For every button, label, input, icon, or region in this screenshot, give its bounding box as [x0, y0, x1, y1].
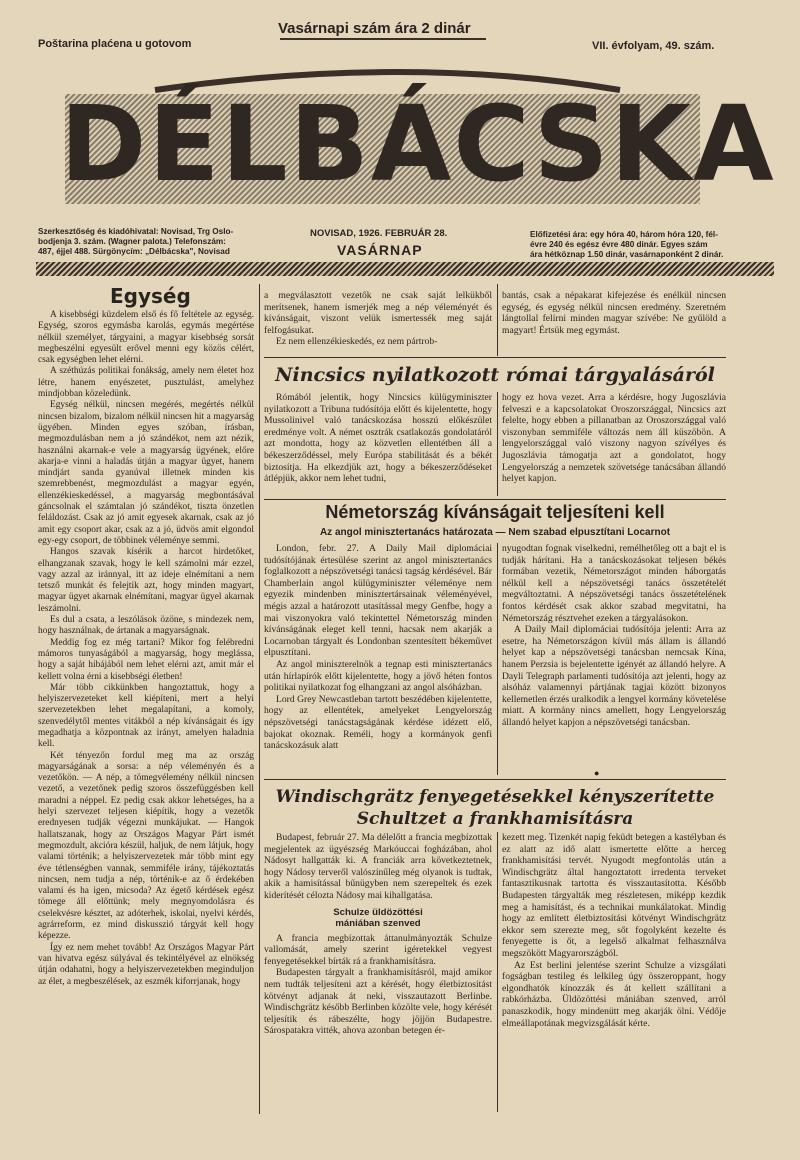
windisch-paragraph: A francia megbízottak áttanulmányozták Schulze vallomását, amely szerint igéretekkel vegyest fenyegetésekkel bírták rá a frankhamisításra.: [264, 932, 492, 967]
article-divider: [264, 357, 726, 358]
schulze-subheading: [264, 907, 492, 929]
masthead: [60, 62, 776, 212]
header-band: [36, 262, 774, 276]
nincsics-column-left: [264, 392, 492, 496]
nincsics-column-right: [502, 392, 726, 496]
nemet-column-right: [502, 543, 726, 769]
windisch-title-line-1: Windischgrätz fenyegetésekkel kényszerítette: [275, 787, 715, 807]
egyseg-paragraph: A kisebbségi küzdelem első és fő feltétele az egység. Egység, szoros egymásba karolás, egymás megértése nélkül személyet, tárgyaini, a magyar kisebbség sorsát megbeszélni egyesült erővel menni egy közös célért, csak egységben lehet elérni.: [38, 310, 254, 366]
egyseg-paragraph: Ez nem ellenzékieskedés, ez nem pártrob-: [276, 336, 438, 348]
egyseg-paragraph: Meddig fog ez még tartani? Mikor fog felébredni mámoros tunyaságából a magyarság, hogy meglássa, hogy a saját hibájából nem lehet elérni azt, amit már el kellett volna érni a kisebbségi életben!: [38, 637, 254, 682]
egyseg-paragraph: A széthúzás politikai fonákság, amely nem életet hoz létre, hanem enyészetet, pusztulást, amelyhez mindjobban közeledünk.: [38, 366, 254, 400]
egyseg-paragraph: Két tényezőn fordul meg ma az ország magyarságának a sorsa: a nép véleményén és a vezetőkön. — A nép, a tömegvélemény nélkül nincsen vezető, a vezetőnek pedig szoros összefüggésben kell maradni a néppel. Ez pedig csak akkor lehetséges, ha a helyi szervezet teljesen kiépítik, hogy a vezetők erednyesen tudják végezni munkájukat. — Hangok hallatszanak, hogy az Országos Magyar Párt ismét megmozdult, akcióra készül, haljuk, de nem látjuk, hogy valami történik; a helyiszervezetek már több mint egy éve tétlenségben vannak, semmiféle irány, tájékoztatás nincsen, nem tudja a nép, történik-e az ő érdekében valami és ha igen, micsoda? Az égető kérdések egész tömege áll előttünk; mely megnyomdolásra és cselekvésre késztet, az adóterhek, iskolai, nyelvi kérdés, agrárreform, ez mind diskusszió tárgyát kell hogy képezze.: [38, 750, 254, 942]
subscription-line-1: Előfizetési ára: egy hóra 40, három hóra 120, fél-: [530, 230, 718, 239]
postage-note: Poštarina plaćena u gotovom: [38, 38, 192, 50]
windisch-column-left: [264, 832, 492, 1112]
egyseg-column: [38, 310, 254, 1110]
schulze-heading-line-1: Schulze üldözöttési: [333, 906, 423, 918]
nemet-paragraph: Lord Grey Newcastleban tartott beszédében kijelentette, hogy az ellentétek, amelyeket Lengyelország népszövetségi tanácstagságának kérdése idézett elő, bajokat okoznak. Reméli, hogy a kormányok genfi tanácskozásuk alatt: [264, 693, 492, 752]
egyseg-title: Egység: [110, 284, 191, 308]
sunday-price: Vasárnapi szám ára 2 dinár: [278, 20, 471, 37]
egyseg-paragraph: Egység nélkül, nincsen megérés, megértés nélkül nincsen bizalom, bizalom nélkül nincsen hit a magyarság ügyében. Minden egyes szóban, írásban, megmozdulásban nem a jó szándékot, nem azt nézik, használni akarnak-e vele a magyarság ügyének, előre akarja-e vinni a haladás útján a magyar ügyet, hanem mindjárt sanda gyanúval illetnek minden kis szemrebbenést, megmozdulást a magyar egyén, ellenzékieskedéssel, a magyarság megbontásával gáncsolnak el számtalan jó szándékot, tiszta önzetlen feláldozást. Csak az jó amit egyesek akarnak, csak az jó amit egy csoport akar, csak az a jó, üdvös amit elgondol egy-egy csoport, de többinek véleménye semmi.: [38, 400, 254, 546]
schulze-heading-line-2: mániában szenved: [335, 917, 421, 929]
windisch-paragraph: Az Est berlini jelentése szerint Schulze a vizsgálati fogságban testileg és lelkileg úgy összeroppant, hogy elgondhatók kínozzák és át kellett szállítani a rabkórházba. Üldözöttési mániában szenved, arról panaszkodik, hogy mindenütt meg akarják ölni. Védője elmeállapotának megvizsgálását kérte.: [502, 959, 726, 1029]
egyseg-paragraph: Így ez nem mehet tovább! Az Országos Magyar Párt van hivatva egész súlyával és tekintélyével az elnökség útján odahatni, hogy a helyiszervezetekben meginduljon az élet, a megbeszélések, az eszmék kiforrjanak, hogy: [38, 942, 254, 987]
column-separator: [497, 392, 498, 496]
windisch-column-right: [502, 832, 726, 1112]
masthead-title: DÉLBÁCSKA: [60, 83, 776, 205]
editorial-line-1: Szerkesztőség és kiadóhivatal: Novisad, Trg Oslo-: [38, 227, 234, 236]
issue-day: VASÁRNAP: [337, 242, 423, 258]
column-separator: [259, 284, 260, 1114]
subscription-info: [530, 230, 770, 260]
nemet-paragraph: nyugodtan fognak viselkedni, remélhetőleg ott a bajt el is tudják hárítani. Ha a tanácskozásokat teljesen békés formában vezetik, Németországot minden háborgatás nélkül kell a népszövetségi tanács összetételét megváltoztatni. A népszövetségi tanács összetételének fontos kérdését csak akkor szabad megvitatni, ha Németország résztvehet ezeken a tárgyalásokon.: [502, 543, 726, 624]
editorial-line-3: 487, éjjel 488. Sürgönycím: „Délbácska", Novisad: [38, 247, 230, 256]
windisch-title: [264, 786, 726, 830]
windisch-title-line-2: Schultzet a frankhamisításra: [356, 809, 634, 829]
egyseg-paragraph: Hangos szavak kísérik a harcot hirdetőket, elhangzanak szavak, hogy le kell számolni már ezzel, vagy azzal az iránnyal, itt az ideje elnémítani a nem tetsző munkát és felejtik azt, hogy minden magyart, magyar ügyet akarnak elnémítani, magyar ügyel akarnak leszámolni.: [38, 547, 254, 614]
editorial-info: [38, 227, 260, 257]
article-divider: [264, 499, 726, 500]
nincsics-paragraph: hogy ez hova vezet. Arra a kérdésre, hogy Jugoszlávia felveszi e a kapcsolatokat Oroszországgal, Nincsics azt felelte, hogy ebben a pillanatban az Oroszországgal való viszonyban semmiféle változás nem áll küszöbön. A lengyelországgal való viszony nagyon szívélyes és Jugoszlávia támogatja azt a gondolatot, hogy Lengyelország a nemzetek szövetsége tanácsában állandó helyet kapjon.: [502, 392, 726, 485]
nemet-paragraph: Az angol miniszterelnök a tegnap esti minisztertanács után hírlapírók előtt kijelentette, hogy a jövő héten fontos politikai nyilatkozat fog elhangzani az angol alsóházban.: [264, 658, 492, 694]
column-separator: [497, 284, 498, 356]
egyseg-continued-left: [264, 290, 492, 356]
editorial-line-2: bodjenja 3. szám. (Wagner palota.) Telefonszám:: [38, 237, 226, 246]
nemet-subtitle: Az angol minisztertanács határozata — Nem szabad elpusztítani Locarnot: [319, 527, 671, 538]
article-divider: [264, 779, 726, 780]
egyseg-continued-right: [502, 290, 726, 356]
egyseg-paragraph: Es dul a csata, a leszólások özöne, s mindezek nem, hogy használnak, de ártanak a magyarságnak.: [38, 615, 254, 637]
nincsics-paragraph: Rómából jelentik, hogy Nincsics külügyminiszter nyilatkozott a Tribuna tudósítója előtt és kijelentette, hogy Mussolinivel való tanácskozása hosszú előkészület eredménye volt. A német osztrák csatlakozás gondolatáról azt mondotta, hogy az közvetlen ellentétben áll a békeszerződéssel, mely Európa stabilitását és a békét biztosítja. Ha elkezdjük azt, hogy a békeszerződéseket átlépjük, akkor nem lehet tudni,: [264, 392, 492, 485]
windisch-paragraph: Budapest, február 27. Ma délelőtt a francia megbízottak megjelentek az ügyészség Markóuccai fogházában, ahol Nádosyt hallgatták ki. A franciák arra következtetnek, hogy Nádosy terveről valószínűleg még olyanok is tudtak, akik a hamisítással bűnügyben nem szerepeltek és ezek kiderítését célozta Nádosy mai kihallgatása.: [264, 832, 492, 901]
nemet-column-left: [264, 543, 492, 775]
nemet-paragraph: A Daily Mail diplomáciai tudósítója jelenti: Arra az esetre, ha Németországon kívül más állam is állandó helyet kap a népszövetségi tanácsban nemcsak Kína, hanem Perzsia is bejelentette igényét az állandó helyre. A Dayli Telegraph parlamenti tudósítója azt jelenti, hogy az alsóház valamennyi pártjának tagjai között bizonyos kellemetlen érzés uralkodik a lengyel kormány követelése miatt. A kormány nincs amellett, hogy Lengyelország állandó helyet kapjon a népszövetségi tanácsban.: [502, 624, 726, 728]
windisch-paragraph: kezett meg. Tizenkét napig feküdt betegen a kastélyban és ez alatt az idő alatt ismertette előtte a herceg frankhamisítási tervét. Nyugodt megfontolás után a Windischgrätz által hangoztatott irredenta terveket fantasztikusnak tartotta és visszautasította. Később Budapesten tárgyalták meg részletesen, miképp kezdik meg a hamisítást, és a technikai munkálatokat. Mindig hogy az említett életbiztosítási kötvényt Windischgrätz ekkor sem szerezte meg, sőt fogolyként kezelte és fenyegette is őt, a legelső alkalmat felhasználva megszökött Magyarországból.: [502, 832, 726, 959]
windisch-paragraph: Budapesten tárgyalt a frankhamisításról, majd amikor nem tudták teljesíteni azt a kérését, hogy életbiztosítást kötvényt adjanak át neki, visszautazott Berlinbe. Windischgrätz később Berlinben közölte vele, hogy kérését teljesítik és rábeszélte, hogy jöjjön Budapestre. Sárospatakra vitték, ahova azonban betegen ér-: [264, 967, 492, 1037]
egyseg-paragraph: bantás, csak a népakarat kifejezése és enélkül nincsen egység, és egység nélkül nincsen eredmény. Szeretném lángtollal felírni minden magyar szívébe: Ne gyűlöld a magyart! Értsük meg egymást.: [502, 290, 726, 336]
issue-date: NOVISAD, 1926. FEBRUÁR 28.: [310, 228, 448, 239]
column-separator: [497, 832, 498, 1112]
nemet-title: Németország kívánságait teljesíteni kell: [325, 502, 665, 522]
price-underline: [280, 38, 486, 40]
nincsics-title: Nincsics nyilatkozott római tárgyalásáról: [275, 364, 715, 386]
column-separator: [497, 543, 498, 775]
egyseg-paragraph: Már több cikkünkben hangoztattuk, hogy a helyiszervezeteket kell kiépíteni, mert a helyi szervezetekben lehet megalapítani, a komoly, szenvedélytől mentes vitákból a nép kívánságait és így megadhatja a központnak az irányt, amelyen haladnia kell.: [38, 682, 254, 750]
subscription-line-2: évre 240 és egész évre 480 dinár. Egyes szám: [530, 240, 708, 249]
volume-number: VII. évfolyam, 49. szám.: [592, 40, 715, 52]
nemet-paragraph: London, febr. 27. A Daily Mail diplomáciai tudósítójának értesülése szerint az angol minisztertanács foglalkozott a népszövetségi tanácsi tagság kérdésével. Bár Chamberlain angol külügyminiszter véleménye nem egyezik mindenben minisztertársainak véleményével, mégis azzal a határozott utasítással megy Genfbe, hogy a mai viszonyokra való tekintettel Németország minden kívánságának eleget kell tenni, hacsak nem akarják a Locarnoban tárgyalt és Londonban szentesített békeművet elpusztítani.: [264, 543, 492, 659]
egyseg-paragraph: a megválasztott vezetők ne csak saját lelkükből merítsenek, hanem ismerjék meg a nép véleményét és kívánságait, viszont velük ismertessék meg saját felfogásukat.: [264, 290, 492, 336]
subscription-line-3: ára hétköznap 1.50 dinár, vasárnaponként 2 dinár.: [530, 250, 724, 259]
end-mark-icon: ●: [594, 768, 600, 778]
